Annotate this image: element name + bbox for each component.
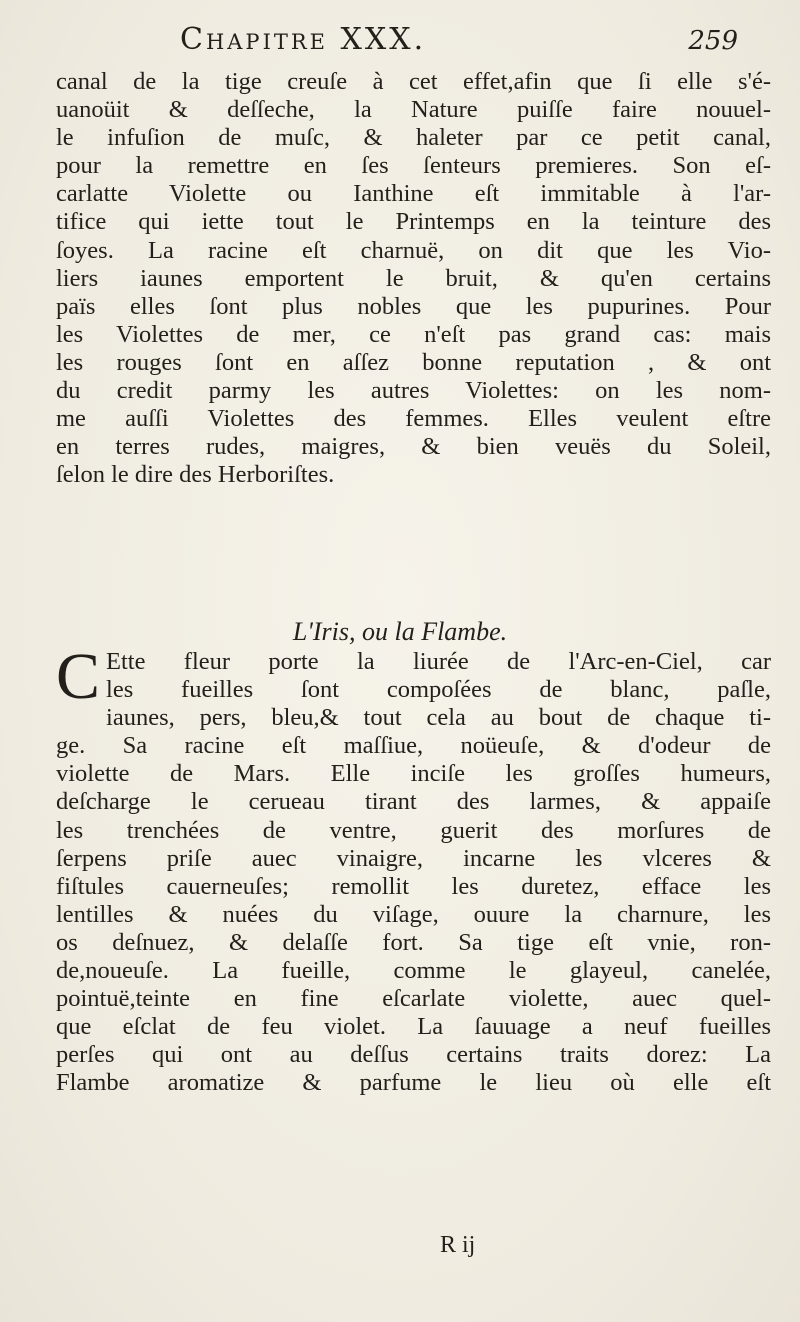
text-line: le infuſion de muſc, & haleter par ce petit canal, [56, 124, 771, 152]
signature-mark: R ij [440, 1232, 476, 1258]
section-title: L'Iris, ou la Flambe. [292, 617, 508, 646]
text-line: ſerpens priſe auec vinaigre, incarne les vlceres & [56, 844, 771, 872]
text-line: que eſclat de feu violet. La ſauuage a neuf fueilles [56, 1013, 771, 1041]
text-line: deſcharge le cerueau tirant des larmes, & appaiſe [56, 788, 771, 816]
drop-capital: C [56, 640, 101, 713]
text-line: païs elles ſont plus nobles que les pupurines. Pour [56, 292, 771, 320]
text-line: de,noueuſe. La fueille, comme le glayeul, canelée, [56, 957, 771, 985]
text-line: carlatte Violette ou Ianthine eſt immitable à l'ar- [56, 180, 771, 208]
text-line: les trenchées de ventre, guerit des morſures de [56, 816, 771, 844]
text-line: pour la remettre en ſes ſenteurs premieres. Son eſ- [56, 152, 771, 180]
text-line: ge. Sa racine eſt maſſiue, noüeuſe, & d'odeur de [56, 732, 771, 760]
text-line: lentilles & nuées du viſage, ouure la charnure, les [56, 900, 771, 928]
section-paragraph [56, 640, 771, 1098]
text-line: Ette fleur porte la liurée de l'Arc-en-Ciel, car [106, 648, 771, 675]
text-line: canal de la tige creuſe à cet effet,afin que ſi elle s'é- [56, 68, 771, 95]
text-line: iaunes, pers, bleu,& tout cela au bout de chaque ti- [106, 704, 771, 732]
text-line: ſelon le dire des Herboriſtes. [56, 461, 335, 489]
text-line: uanoüit & deſſeche, la Nature puiſſe faire nouuel- [56, 96, 771, 124]
text-line: Flambe aromatize & parfume le lieu où elle eſt [56, 1069, 771, 1097]
text-line: du credit parmy les autres Violettes: on les nom- [56, 377, 771, 405]
main-paragraph [56, 68, 771, 489]
text-line: violette de Mars. Elle inciſe les groſſes humeurs, [56, 760, 771, 788]
text-line: liers iaunes emportent le bruit, & qu'en certains [56, 264, 771, 292]
text-line: fiſtules cauerneuſes; remollit les duretez, efface les [56, 872, 771, 900]
text-line: les Violettes de mer, ce n'eſt pas grand cas: mais [56, 320, 771, 348]
text-line: perſes qui ont au deſſus certains traits dorez: La [56, 1041, 771, 1069]
text-line: ſoyes. La racine eſt charnuë, on dit que les Vio- [56, 236, 771, 264]
text-line: me auſſi Violettes des femmes. Elles veulent eſtre [56, 405, 771, 433]
text-line: les fueilles ſont compoſées de blanc, paſle, [106, 676, 771, 704]
text-line: les rouges ſont en aſſez bonne reputation , & ont [56, 348, 771, 376]
page-header [0, 22, 800, 62]
running-title: Chapitre XXX. [180, 22, 427, 57]
page-number: 259 [688, 26, 738, 56]
text-line: os deſnuez, & delaſſe fort. Sa tige eſt vnie, ron- [56, 928, 771, 956]
text-line: tifice qui iette tout le Printemps en la teinture des [56, 208, 771, 236]
text-line: en terres rudes, maigres, & bien veuës du Soleil, [56, 433, 771, 461]
text-line: pointuë,teinte en fine eſcarlate violette, auec quel- [56, 985, 771, 1013]
